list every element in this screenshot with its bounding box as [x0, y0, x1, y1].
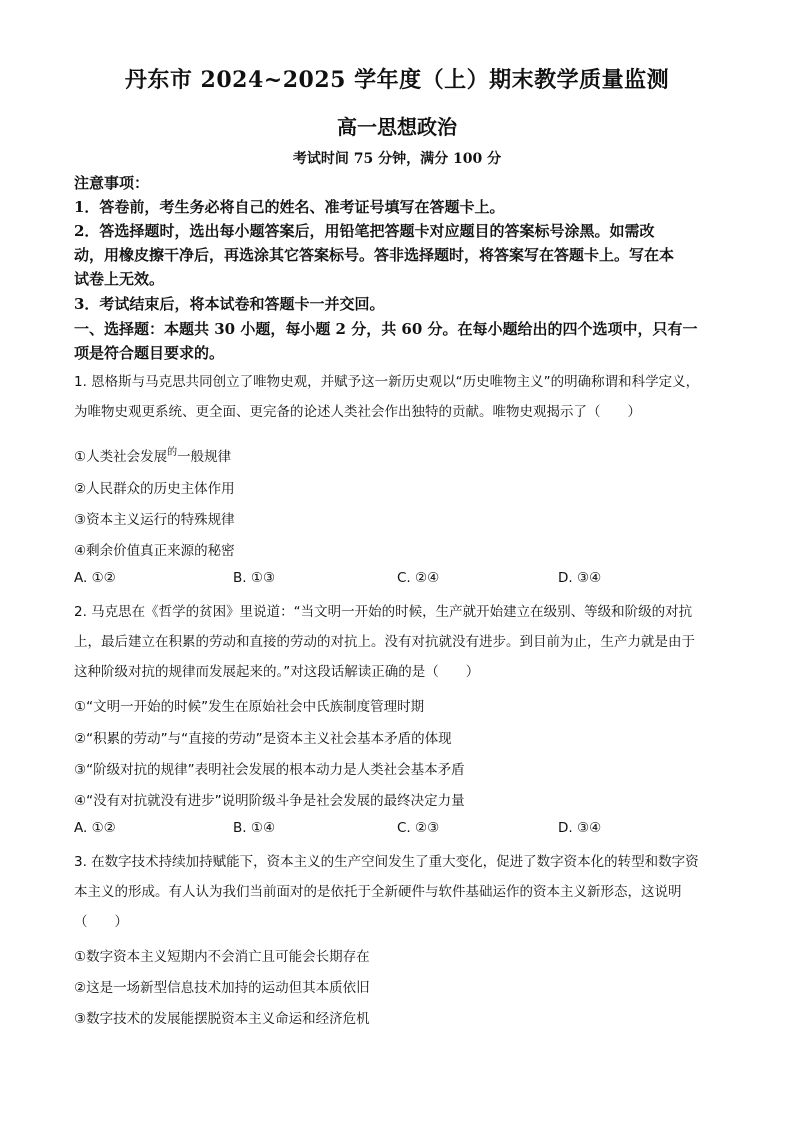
q2-stem-line-2: 上，最后建立在积累的劳动和直接的劳动的对抗上。没有对抗就没有进步。到目前为止，生产力就是由于: [74, 634, 695, 650]
exam-title: 丹东市 2024~2025 学年度（上）期末教学质量监测: [124, 67, 670, 93]
q2-statement-3: ③“阶级对抗的规律”表明社会发展的根本动力是人类社会基本矛盾: [74, 762, 465, 778]
q2-statement-1: ①“文明一开始的时候”发生在原始社会中氏族制度管理时期: [74, 699, 425, 715]
notice-item-2-line-3: 试卷上无效。: [74, 270, 165, 288]
exam-time-info: 考试时间 75 分钟，满分 100 分: [292, 151, 502, 167]
notice-heading: 注意事项：: [74, 174, 150, 192]
section-heading-line-1: 一、选择题：本题共 30 小题，每小题 2 分，共 60 分。在每小题给出的四个选项中，只有一: [74, 320, 698, 338]
q1-choice-a: A. ①②: [74, 570, 116, 586]
notice-item-3: 3．考试结束后，将本试卷和答题卡一并交回。: [74, 295, 385, 313]
q1-choice-b: B. ①③: [233, 570, 276, 586]
q1-choice-d: D. ③④: [558, 570, 602, 586]
q1-stem-line-2: 为唯物史观更系统、更全面、更完备的论述人类社会作出独特的贡献。唯物史观揭示了（ ）: [74, 404, 641, 420]
q1-statement-4: ④剩余价值真正来源的秘密: [74, 543, 235, 559]
q1-statement-1: [74, 443, 231, 465]
q2-choice-b: B. ①④: [233, 820, 276, 836]
q1-choice-c: C. ②④: [397, 570, 440, 586]
q1-statement-2: ②人民群众的历史主体作用: [74, 481, 235, 497]
q2-statement-2: ②“积累的劳动”与“直接的劳动”是资本主义社会基本矛盾的体现: [74, 731, 452, 747]
q3-statement-1: ①数字资本主义短期内不会消亡且可能会长期存在: [74, 949, 370, 965]
q1-statement-1-sup: 的: [167, 447, 178, 458]
notice-item-1: 1．答卷前，考生务必将自己的姓名、准考证号填写在答题卡上。: [74, 198, 505, 216]
notice-item-2-line-1: 2．答选择题时，选出每小题答案后，用铅笔把答题卡对应题目的答案标号涂黑。如需改: [74, 222, 655, 240]
q1-statement-1-text-a: ①人类社会发展: [74, 449, 168, 465]
q2-statement-4: ④“没有对抗就没有进步”说明阶级斗争是社会发展的最终决定力量: [74, 793, 465, 809]
q1-statement-1-text-b: 一般规律: [177, 449, 232, 465]
q1-stem-line-1: 1. 恩格斯与马克思共同创立了唯物史观，并赋予这一新历史观以“历史唯物主义”的明确称谓和科学定义，: [74, 374, 700, 390]
q2-choice-d: D. ③④: [558, 820, 602, 836]
q3-stem-line-1: 3. 在数字技术持续加持赋能下，资本主义的生产空间发生了重大变化，促进了数字资本化的转型和数字资: [74, 854, 699, 870]
q1-statement-3: ③资本主义运行的特殊规律: [74, 512, 235, 528]
q2-stem-line-3: 这种阶级对抗的规律而发展起来的。”对这段话解读正确的是（ ）: [74, 664, 480, 680]
q3-statement-3: ③数字技术的发展能摆脱资本主义命运和经济危机: [74, 1011, 370, 1027]
q3-stem-line-2: 本主义的形成。有人认为我们当前面对的是依托于全新硬件与软件基础运作的资本主义新形态，这说明: [74, 884, 682, 900]
q2-stem-line-1: 2. 马克思在《哲学的贫困》里说道：“当文明一开始的时候，生产就开始建立在级别、等级和阶级的对抗: [74, 604, 693, 620]
section-heading-line-2: 项是符合题目要求的。: [74, 344, 225, 362]
q3-stem-line-3: （ ）: [74, 914, 128, 930]
q3-statement-2: ②这是一场新型信息技术加持的运动但其本质依旧: [74, 980, 370, 996]
notice-item-2-line-2: 动，用橡皮擦干净后，再选涂其它答案标号。答非选择题时，将答案写在答题卡上。写在本: [74, 246, 675, 264]
q2-choice-c: C. ②③: [397, 820, 440, 836]
exam-subject: 高一思想政治: [337, 115, 457, 139]
q2-choice-a: A. ①②: [74, 820, 116, 836]
